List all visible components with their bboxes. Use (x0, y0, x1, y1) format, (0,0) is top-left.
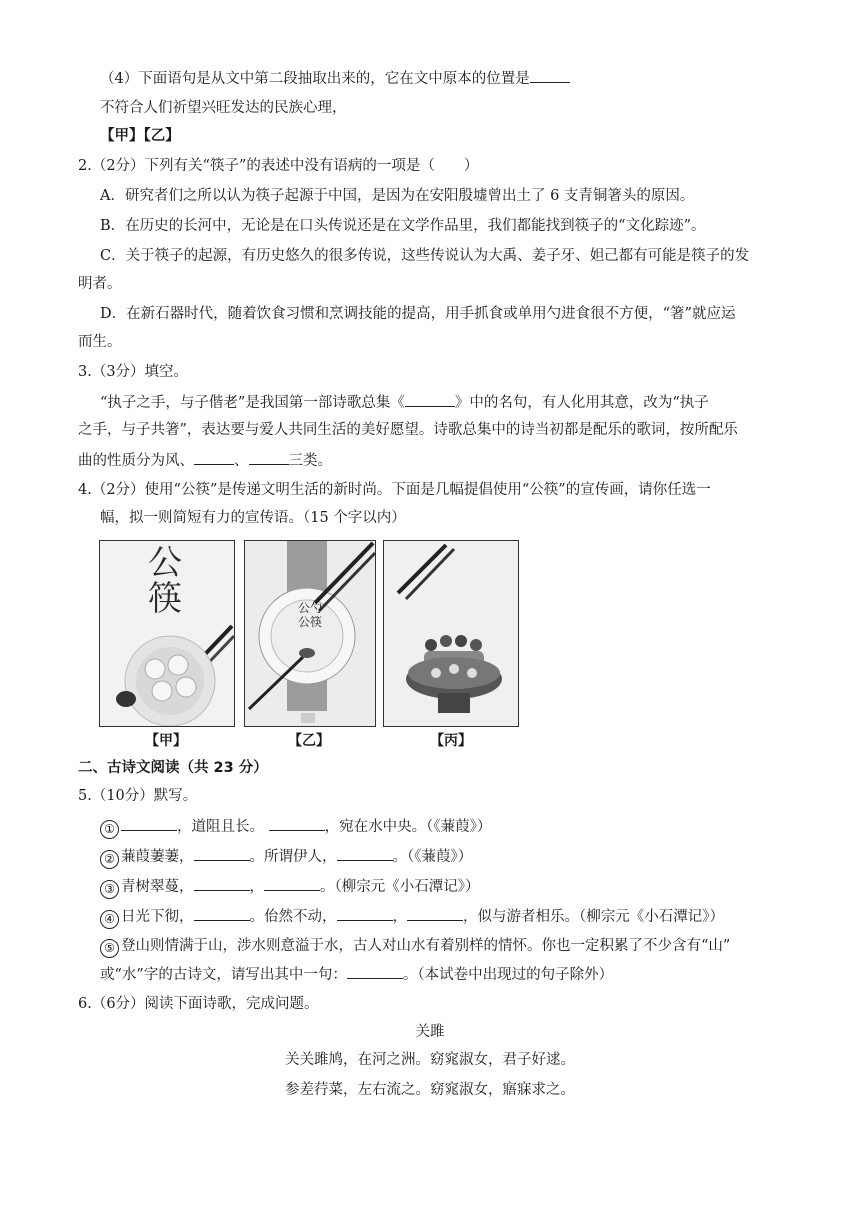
answer-blank[interactable] (194, 876, 250, 891)
q5-item-4: ④ 日光下彻， 。佁然不动， ， ，似与游者相乐。（柳宗元《小石潭记》） (100, 906, 724, 929)
q5-stem: 5.（10分）默写。 (78, 788, 198, 804)
q3-stem: 3.（3分）填空。 (78, 364, 189, 380)
q5-item-1: ① ，道阻且长。 ，宛在水中央。（《蒹葭》） (100, 816, 491, 839)
q5-item-2: ② 蒹葭萋萋， 。所谓伊人， 。（《蒹葭》） (100, 846, 472, 869)
q2-option-b[interactable]: B．在历史的长河中，无论是在口头传说还是在文学作品里，我们都能找到筷子的“文化踪迹”。 (100, 218, 706, 234)
q5-item-3: ③ 青树翠蔓， ， 。（柳宗元《小石潭记》） (100, 876, 480, 899)
q3-para-1: “执子之手，与子偕老”是我国第一部诗歌总集《 》中的名句，有人化用其意，改为“执子 (100, 392, 709, 413)
answer-blank[interactable] (337, 846, 393, 861)
q3-para-2: 之手，与子共箸”，表达要与爱人共同生活的美好愿望。诗歌总集中的诗当初都是配乐的歌词，按所配乐 (78, 422, 738, 438)
q2-stem: 2.（2分）下列有关“筷子”的表述中没有语病的一项是（ ） (78, 158, 479, 174)
answer-blank[interactable] (121, 816, 177, 831)
answer-blank[interactable] (194, 450, 234, 465)
q5-item-5: ⑤ 登山则情满于山，涉水则意溢于水，古人对山水有着别样的情怀。你也一定积累了不少含有“山” (100, 936, 730, 958)
q1-4-options: 【甲】【乙】 (100, 128, 180, 144)
q2-option-c[interactable]: C．关于筷子的起源，有历史悠久的很多传说，这些传说认为大禹、姜子牙、妲己都有可能是筷子的发 (100, 248, 750, 264)
answer-blank[interactable] (194, 906, 250, 921)
q2-option-d[interactable]: D．在新石器时代，随着饮食习惯和烹调技能的提高，用手抓食或单用勺进食很不方便，“箸”就应运 (100, 306, 736, 322)
q2-option-a[interactable]: A．研究者们之所以认为筷子起源于中国，是因为在安阳殷墟曾出土了 6 支青铜箸头的原因。 (100, 188, 695, 204)
answer-blank[interactable] (264, 876, 320, 891)
answer-blank[interactable] (407, 906, 463, 921)
answer-blank[interactable] (249, 450, 289, 465)
q4-stem: 4.（2分）使用“公筷”是传递文明生活的新时尚。下面是几幅提倡使用“公筷”的宣传画，请你任选一 (78, 482, 711, 498)
poster-jia (99, 540, 235, 727)
poster-yi-title: 公勺公筷 (297, 601, 322, 629)
answer-blank[interactable] (405, 392, 455, 407)
q4-stem-cont: 幅，拟一则简短有力的宣传语。（15 个字以内） (100, 510, 406, 526)
caption-jia: 【甲】 (145, 733, 187, 749)
answer-blank[interactable] (269, 816, 325, 831)
answer-blank[interactable] (530, 68, 570, 83)
q1-4-sentence: 不符合人们祈望兴旺发达的民族心理， (100, 100, 347, 116)
poster-bing (383, 540, 519, 727)
poster-bing-image (384, 541, 518, 726)
poem-line-1: 关关雎鸠，在河之洲。窈窕淑女，君子好逑。 (285, 1052, 575, 1068)
poster-jia-title: 公筷 (148, 543, 182, 619)
q1-4-prompt: （4）下面语句是从文中第二段抽取出来的，它在文中原本的位置是 (100, 68, 570, 89)
poster-yi (244, 540, 376, 727)
caption-bing: 【丙】 (430, 733, 472, 749)
poster-yi-image (245, 541, 375, 726)
answer-blank[interactable] (347, 964, 403, 979)
poem-title: 关雎 (415, 1024, 445, 1040)
caption-yi: 【乙】 (288, 733, 330, 749)
q6-stem: 6.（6分）阅读下面诗歌，完成问题。 (78, 996, 319, 1012)
q2-option-c-cont: 明者。 (78, 276, 122, 292)
section-title: 二、古诗文阅读（共 23 分） (78, 760, 268, 776)
q2-option-d-cont: 而生。 (78, 334, 122, 350)
answer-blank[interactable] (337, 906, 393, 921)
q5-item-5-cont: 或“水”字的古诗文，请写出其中一句： 。（本试卷中出现过的句子除外） (100, 964, 613, 985)
poem-line-2: 参差荇菜，左右流之。窈窕淑女，寤寐求之。 (285, 1082, 575, 1098)
q3-para-3: 曲的性质分为风、 、 三类。 (78, 450, 332, 471)
answer-blank[interactable] (194, 846, 250, 861)
